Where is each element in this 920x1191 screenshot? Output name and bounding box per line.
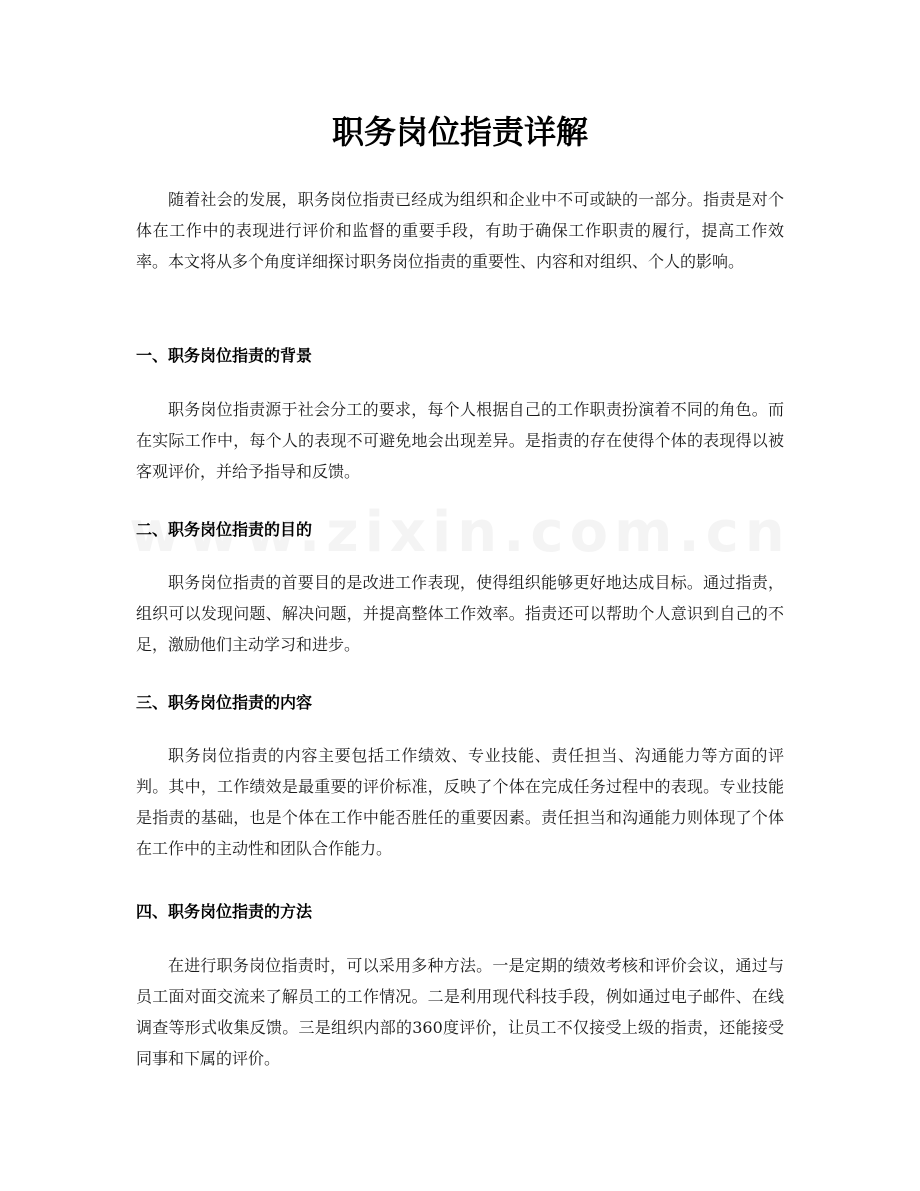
section-body-purpose: 职务岗位指责的首要目的是改进工作表现，使得组织能够更好地达成目标。通过指责，组织可以发现问题、解决问题，并提高整体工作效率。指责还可以帮助个人意识到自己的不足，激励他们主动学习和进步。 (136, 573, 784, 654)
page-title: 职务岗位指责详解 (331, 113, 588, 151)
section-heading-purpose: 二、职务岗位指责的目的 (136, 520, 313, 539)
section-heading-background: 一、职务岗位指责的背景 (136, 346, 313, 365)
section-heading-content: 三、职务岗位指责的内容 (136, 693, 313, 712)
section-body-background: 职务岗位指责源于社会分工的要求，每个人根据自己的工作职责扮演着不同的角色。而在实际工作中，每个人的表现不可避免地会出现差异。是指责的存在使得个体的表现得以被客观评价，并给予指导和反馈。 (136, 400, 784, 481)
intro-paragraph: 随着社会的发展，职务岗位指责已经成为组织和企业中不可或缺的一部分。指责是对个体在工作中的表现进行评价和监督的重要手段，有助于确保工作职责的履行，提高工作效率。本文将从多个角度详细探讨职务岗位指责的重要性、内容和对组织、个人的影响。 (136, 190, 784, 271)
section-body-methods: 在进行职务岗位指责时，可以采用多种方法。一是定期的绩效考核和评价会议，通过与员工面对面交流来了解员工的工作情况。二是利用现代科技手段，例如通过电子邮件、在线调查等形式收集反馈。三是组织内部的360度评价，让员工不仅接受上级的指责，还能接受同事和下属的评价。 (136, 956, 784, 1068)
section-heading-methods: 四、职务岗位指责的方法 (136, 902, 313, 921)
section-body-content: 职务岗位指责的内容主要包括工作绩效、专业技能、责任担当、沟通能力等方面的评判。其中，工作绩效是最重要的评价标准，反映了个体在完成任务过程中的表现。专业技能是指责的基础，也是个体在工作中能否胜任的重要因素。责任担当和沟通能力则体现了个体在工作中的主动性和团队合作能力。 (136, 746, 784, 858)
